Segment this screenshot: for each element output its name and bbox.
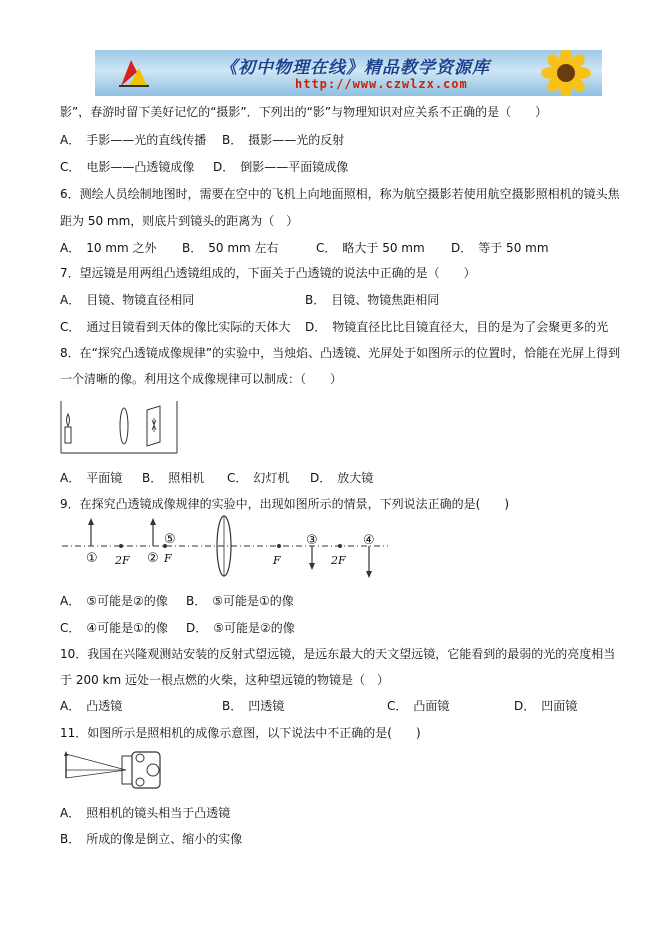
q11-option-a[interactable]: A． 照相机的镜头相当于凸透镜 <box>60 806 231 820</box>
q7-option-d[interactable]: D． 物镜直径比比目镜直径大，目的是为了会聚更多的光 <box>305 320 609 334</box>
logo-icon <box>117 56 151 90</box>
camera-icon <box>122 752 160 788</box>
q7-stem: 7．望远镜是用两组凸透镜组成的，下面关于凸透镜的说法中正确的是（ ） <box>60 266 476 280</box>
label-2f-right: 2F <box>331 554 346 567</box>
header-banner <box>95 50 602 96</box>
label-f-right: F <box>273 554 281 567</box>
banner-title: 《初中物理在线》精品教学资源库 <box>220 58 490 78</box>
convex-lens-icon <box>120 408 128 444</box>
banner-url: http://www.czwlzx.com <box>295 77 468 91</box>
screen-icon <box>147 406 160 446</box>
q6-option-b[interactable]: B． 50 mm 左右 <box>182 241 279 255</box>
q5-option-d[interactable]: D． 倒影——平面镜成像 <box>213 160 349 174</box>
q5-stem: 影”，春游时留下美好记忆的“摄影”．下列出的“影”与物理知识对应关系不正确的是（ ） <box>60 105 548 119</box>
label-1: ① <box>86 551 98 566</box>
sunflower-icon <box>526 50 596 96</box>
q11-option-b[interactable]: B． 所成的像是倒立、缩小的实像 <box>60 832 243 846</box>
q5-option-c[interactable]: C． 电影——凸透镜成像 <box>60 160 195 174</box>
q8-option-d[interactable]: D． 放大镜 <box>310 471 374 485</box>
q8-stem-line2: 一个清晰的像。利用这个成像规律可以制成：（ ） <box>60 372 343 386</box>
label-f-left: F <box>164 552 172 565</box>
q7-option-a[interactable]: A． 目镜、物镜直径相同 <box>60 293 195 307</box>
q11-figure-camera <box>60 748 166 792</box>
q7-option-c[interactable]: C． 通过目镜看到天体的像比实际的天体大 <box>60 320 291 334</box>
q6-option-d[interactable]: D． 等于 50 mm <box>451 241 549 255</box>
q10-stem-line2: 于 200 km 远处一根点燃的火柴，这种望远镜的物镜是（ ） <box>60 673 389 687</box>
q11-stem: 11．如图所示是照相机的成像示意图，以下说法中不正确的是( ) <box>60 726 421 740</box>
q8-figure-optical-bench <box>60 400 178 454</box>
q6-stem-line2: 距为 50 mm，则底片到镜头的距离为（ ） <box>60 214 299 228</box>
q10-option-c[interactable]: C． 凸面镜 <box>387 699 450 713</box>
q9-option-d[interactable]: D． ⑤可能是②的像 <box>186 621 295 635</box>
label-4: ④ <box>363 533 375 548</box>
q10-stem-line1: 10．我国在兴隆观测站安装的反射式望远镜，是远东最大的天文望远镜，它能看到的最弱的光的亮度相当 <box>60 647 616 661</box>
q6-stem-line1: 6．测绘人员绘制地图时，需要在空中的飞机上向地面照相，称为航空摄影若使用航空摄影照相机的镜头焦 <box>60 187 620 201</box>
q6-option-c[interactable]: C． 略大于 50 mm <box>316 241 425 255</box>
label-2: ② <box>147 551 159 566</box>
q10-option-b[interactable]: B． 凹透镜 <box>222 699 285 713</box>
q7-option-b[interactable]: B． 目镜、物镜焦距相同 <box>305 293 440 307</box>
q8-option-a[interactable]: A． 平面镜 <box>60 471 123 485</box>
label-5: ⑤ <box>164 532 176 547</box>
q10-option-a[interactable]: A． 凸透镜 <box>60 699 123 713</box>
q6-option-a[interactable]: A． 10 mm 之外 <box>60 241 157 255</box>
q8-option-b[interactable]: B． 照相机 <box>142 471 205 485</box>
label-2f-left: 2F <box>115 554 130 567</box>
q9-stem: 9．在探究凸透镜成像规律的实验中，出现如图所示的情景，下列说法正确的是( ) <box>60 497 510 511</box>
q5-option-a[interactable]: A． 手影——光的直线传播 <box>60 133 207 147</box>
candle-icon <box>65 414 71 443</box>
q5-option-b[interactable]: B． 摄影——光的反射 <box>222 133 345 147</box>
q8-stem-line1: 8．在“探究凸透镜成像规律”的实验中，当烛焰、凸透镜、光屏处于如图所示的位置时，恰能在光屏上得到 <box>60 346 621 360</box>
label-3: ③ <box>306 533 318 548</box>
q9-option-b[interactable]: B． ⑤可能是①的像 <box>186 594 294 608</box>
q9-option-a[interactable]: A． ⑤可能是②的像 <box>60 594 168 608</box>
q10-option-d[interactable]: D． 凹面镜 <box>514 699 578 713</box>
q9-option-c[interactable]: C． ④可能是①的像 <box>60 621 168 635</box>
q9-figure-lens-axis <box>60 515 390 587</box>
q8-option-c[interactable]: C． 幻灯机 <box>227 471 290 485</box>
